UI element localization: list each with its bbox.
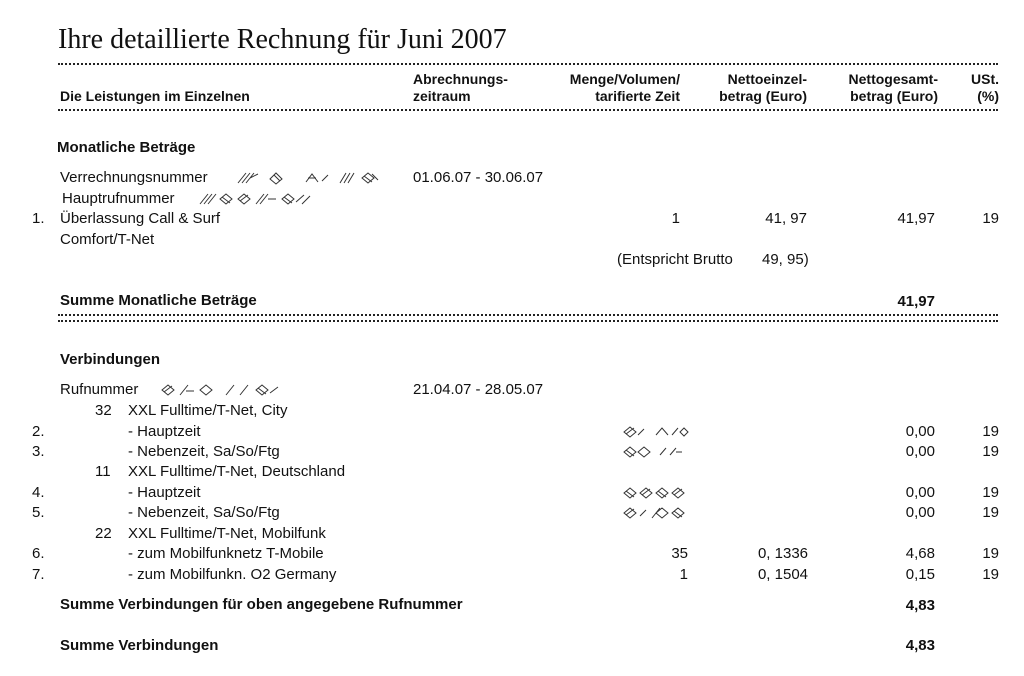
brutto-value: 49, 95) — [762, 251, 809, 268]
row-number: 5. — [32, 504, 45, 521]
row-description: - Hauptzeit — [128, 423, 201, 440]
group-name: XXL Fulltime/T-Net, City — [128, 402, 288, 419]
page-title: Ihre detaillierte Rechnung für Juni 2007 — [58, 24, 507, 55]
header-unit-price-1: Nettoeinzel- — [727, 71, 807, 87]
redacted-account-number — [236, 171, 382, 185]
row-vat: 19 — [982, 443, 999, 460]
item-description: Überlassung Call & Surf — [60, 210, 221, 227]
section-heading-connections: Verbindungen — [60, 351, 161, 368]
row-total: 4,68 — [905, 545, 935, 562]
row-quantity: 1 — [679, 566, 688, 583]
row-description: - Nebenzeit, Sa/So/Ftg — [128, 443, 280, 460]
header-unit-price-2: betrag (Euro) — [719, 88, 807, 104]
main-number-label: Hauptrufnummer — [62, 190, 175, 207]
divider — [58, 320, 998, 322]
row-vat: 19 — [982, 423, 999, 440]
header-services: Die Leistungen im Einzelnen — [60, 88, 250, 104]
phone-number-label: Rufnummer — [60, 381, 139, 398]
divider — [58, 109, 998, 111]
row-vat: 19 — [982, 504, 999, 521]
group-code: 22 — [95, 525, 112, 542]
row-total: 0,00 — [905, 484, 935, 501]
row-description: - Hauptzeit — [128, 484, 201, 501]
row-unit-price: 0, 1336 — [757, 545, 808, 562]
brutto-label: (Entspricht Brutto — [617, 251, 733, 268]
header-quantity-2: tarifierte Zeit — [595, 88, 680, 104]
row-description: - zum Mobilfunknetz T-Mobile — [128, 545, 324, 562]
number-sum-label: Summe Verbindungen für oben angegebene Rufnummer — [60, 596, 463, 613]
group-code: 32 — [95, 402, 112, 419]
monthly-sum-value: 41,97 — [897, 293, 935, 310]
item-quantity: 1 — [671, 210, 680, 227]
connections-sum-value: 4,83 — [905, 637, 935, 654]
connections-period: 21.04.07 - 28.05.07 — [413, 381, 544, 398]
monthly-sum-label: Summe Monatliche Beträge — [60, 292, 257, 309]
redacted-quantity — [622, 506, 690, 520]
header-total-1: Nettogesamt- — [848, 71, 938, 87]
billing-period: 01.06.07 - 30.06.07 — [413, 169, 544, 186]
row-total: 0,00 — [905, 423, 935, 440]
row-total: 0,00 — [905, 443, 935, 460]
section-heading-monthly: Monatliche Beträge — [57, 139, 196, 156]
header-period-2: zeitraum — [413, 88, 471, 104]
header-vat-1: USt. — [971, 71, 999, 87]
row-number: 3. — [32, 443, 45, 460]
item-description-cont: Comfort/T-Net — [60, 231, 155, 248]
row-vat: 19 — [982, 484, 999, 501]
redacted-quantity — [622, 486, 690, 500]
connections-sum-label: Summe Verbindungen — [60, 637, 219, 654]
row-total: 0,15 — [905, 566, 935, 583]
row-number: 6. — [32, 545, 45, 562]
header-period-1: Abrechnungs- — [413, 71, 508, 87]
group-name: XXL Fulltime/T-Net, Deutschland — [128, 463, 346, 480]
group-code: 11 — [95, 463, 111, 480]
header-quantity-1: Menge/Volumen/ — [569, 71, 680, 87]
redacted-phone-number — [160, 383, 284, 397]
divider — [58, 63, 998, 65]
row-number: 2. — [32, 423, 45, 440]
item-total: 41,97 — [897, 210, 935, 227]
header-vat-2: (%) — [977, 88, 999, 104]
redacted-quantity — [622, 425, 690, 439]
redacted-main-number — [198, 192, 316, 206]
row-description: - zum Mobilfunkn. O2 Germany — [128, 566, 337, 583]
row-description: - Nebenzeit, Sa/So/Ftg — [128, 504, 280, 521]
row-number: 4. — [32, 484, 45, 501]
row-unit-price: 0, 1504 — [757, 566, 808, 583]
account-number-label: Verrechnungsnummer — [60, 169, 208, 186]
number-sum-value: 4,83 — [905, 597, 935, 614]
divider — [58, 314, 998, 316]
row-vat: 19 — [982, 566, 999, 583]
row-number: 7. — [32, 566, 45, 583]
row-quantity: 35 — [671, 545, 688, 562]
item-unit-price: 41, 97 — [765, 210, 807, 227]
row-vat: 19 — [982, 545, 999, 562]
redacted-quantity — [622, 445, 686, 459]
group-name: XXL Fulltime/T-Net, Mobilfunk — [128, 525, 326, 542]
row-total: 0,00 — [905, 504, 935, 521]
header-total-2: betrag (Euro) — [850, 88, 938, 104]
item-number: 1. — [32, 210, 45, 227]
item-vat: 19 — [982, 210, 999, 227]
